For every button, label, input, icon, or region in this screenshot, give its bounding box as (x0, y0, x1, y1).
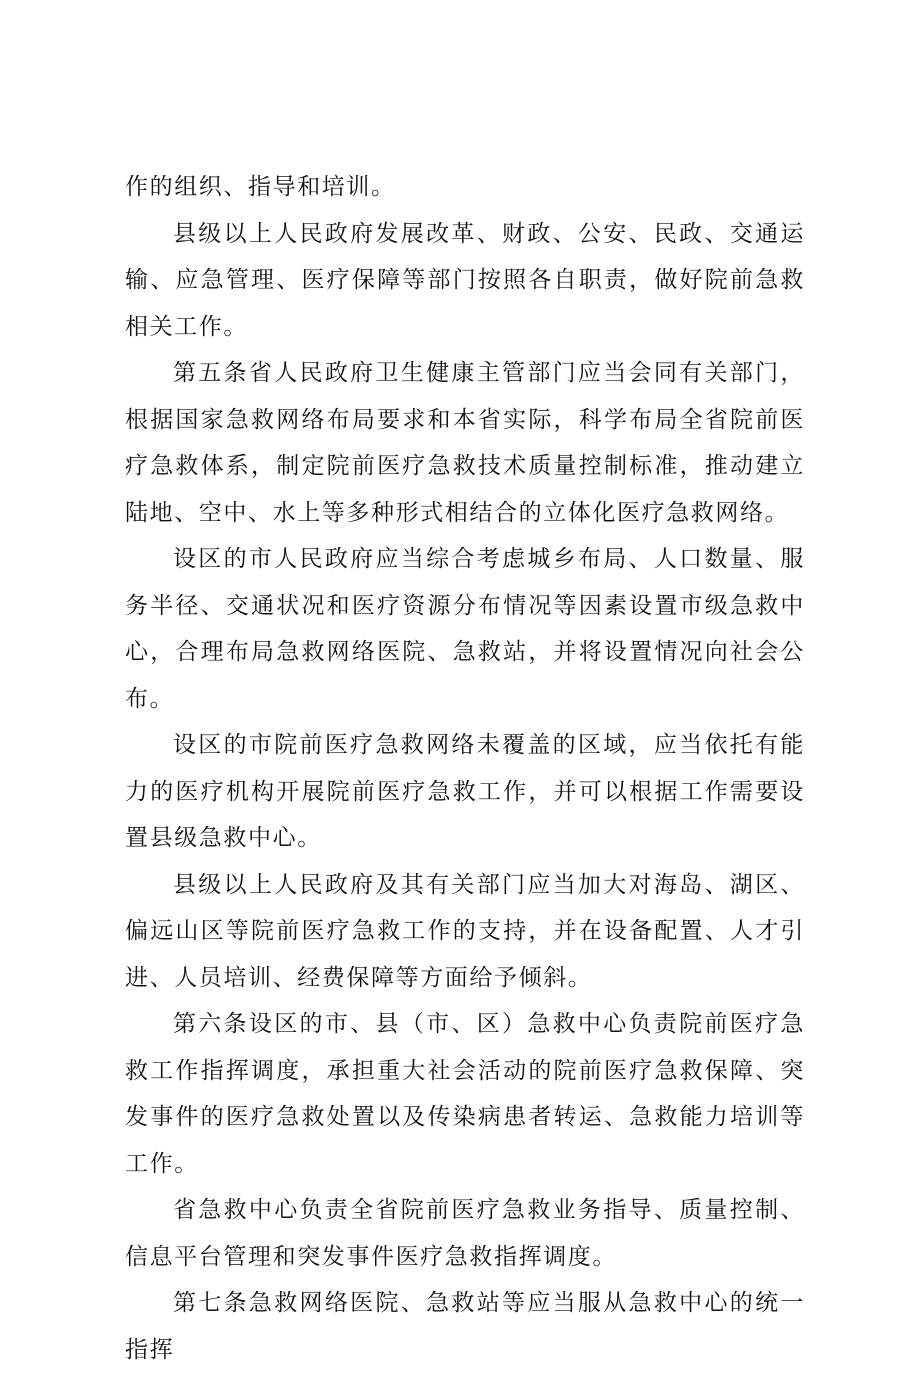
document-body (125, 164, 805, 1373)
paragraph: 省急救中心负责全省院前医疗急救业务指导、质量控制、信息平台管理和突发事件医疗急救指挥调度。 (125, 1197, 805, 1270)
paragraph: 县级以上人民政府及其有关部门应当加大对海岛、湖区、偏远山区等院前医疗急救工作的支持，并在设备配置、人才引进、人员培训、经费保障等方面给予倾斜。 (125, 871, 805, 991)
paragraph-continuation: 作的组织、指导和培训。 (125, 174, 396, 200)
paragraph: 设区的市院前医疗急救网络未覆盖的区域，应当依托有能力的医疗机构开展院前医疗急救工作，并可以根据工作需要设置县级急救中心。 (125, 732, 805, 851)
paragraph: 设区的市人民政府应当综合考虑城乡布局、人口数量、服务半径、交通状况和医疗资源分布情况等因素设置市级急救中心，合理布局急救网络医院、急救站，并将设置情况向社会公布。 (125, 546, 805, 712)
paragraph-article-7: 第七条急救网络医院、急救站等应当服从急救中心的统一指挥 (125, 1290, 805, 1363)
paragraph-article-5: 第五条省人民政府卫生健康主管部门应当会同有关部门，根据国家急救网络布局要求和本省实际，科学布局全省院前医疗急救体系，制定院前医疗急救技术质量控制标准，推动建立陆地、空中、水上等多种形式相结合的立体化医疗急救网络。 (125, 360, 805, 526)
paragraph-article-6: 第六条设区的市、县（市、区）急救中心负责院前医疗急救工作指挥调度，承担重大社会活动的院前医疗急救保障、突发事件的医疗急救处置以及传染病患者转运、急救能力培训等工作。 (125, 1011, 805, 1177)
paragraph: 县级以上人民政府发展改革、财政、公安、民政、交通运输、应急管理、医疗保障等部门按照各自职责，做好院前急救相关工作。 (125, 220, 805, 340)
